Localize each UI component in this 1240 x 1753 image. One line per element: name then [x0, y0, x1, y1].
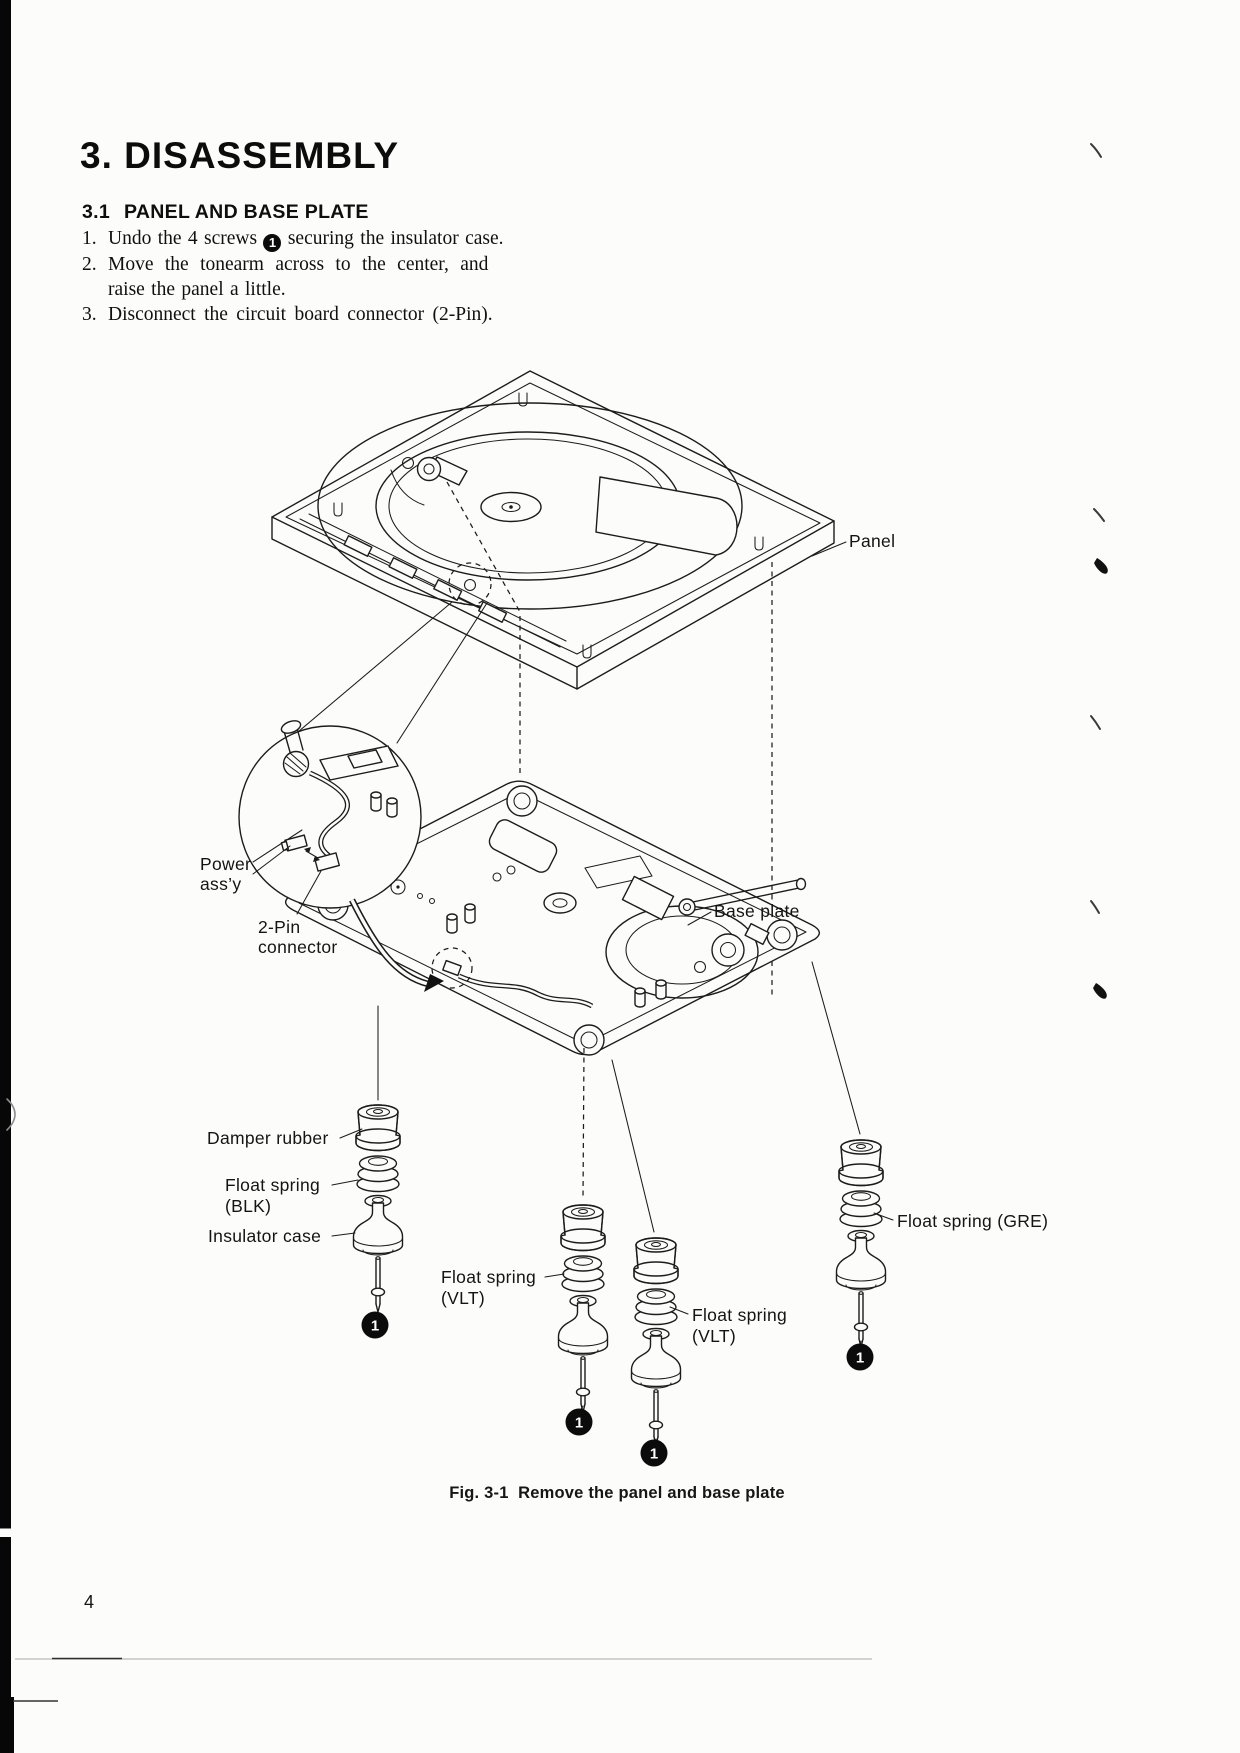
svg-text:1: 1	[574, 1414, 584, 1432]
svg-text:connector: connector	[258, 937, 338, 957]
insulator-stack-right	[837, 1140, 886, 1347]
screw-marker-3	[641, 1439, 668, 1467]
step-number: 1.	[82, 228, 97, 249]
page-number: 4	[84, 1592, 95, 1612]
screw-marker-4	[847, 1341, 874, 1371]
binding-bar	[0, 0, 14, 1753]
label-float-spring-vlt-2: Float spring	[692, 1305, 788, 1325]
svg-text:(VLT): (VLT)	[441, 1288, 485, 1308]
label-float-spring-vlt-1: Float spring	[441, 1267, 537, 1287]
screw-marker-2	[566, 1406, 593, 1436]
svg-text:(BLK): (BLK)	[225, 1196, 272, 1216]
screw-marker-inline: 1	[263, 234, 281, 252]
insulator-stack-middle-2	[632, 1238, 681, 1445]
svg-text:1: 1	[649, 1445, 659, 1463]
step-number: 2.	[82, 253, 97, 275]
svg-text:1: 1	[855, 1349, 865, 1367]
label-panel: Panel	[849, 531, 896, 551]
platter-cutout	[596, 477, 737, 555]
label-power-assy: Power	[200, 854, 252, 874]
label-insulator-case: Insulator case	[208, 1226, 322, 1246]
svg-text:1: 1	[370, 1317, 380, 1335]
label-damper-rubber: Damper rubber	[207, 1128, 329, 1148]
label-base-plate: Base plate	[714, 901, 800, 921]
step-text: Move the tonearm across to the center, and	[108, 253, 489, 275]
insulator-stack-middle-1	[559, 1205, 608, 1412]
label-2-pin-connector: 2-Pin	[258, 917, 301, 937]
tonearm-rest	[391, 457, 467, 505]
label-float-spring-blk: Float spring	[225, 1175, 321, 1195]
screw-marker-1	[362, 1312, 389, 1339]
label-float-spring-gre: Float spring (GRE)	[897, 1211, 1049, 1231]
step-text: Undo the 4 screws 1 securing the insulator case.	[108, 228, 504, 250]
panel-drawing	[272, 371, 834, 689]
detail-callout-circle	[449, 563, 491, 605]
figure-caption: Fig. 3-1 Remove the panel and base plate	[449, 1484, 785, 1502]
svg-text:(VLT): (VLT)	[692, 1326, 736, 1346]
section-title: 3. DISASSEMBLY	[80, 135, 399, 176]
step-text: Disconnect the circuit board connector (2-Pin).	[108, 304, 493, 326]
subsection-title: 3.1 PANEL AND BASE PLATE	[82, 201, 369, 223]
step-text: raise the panel a little.	[108, 278, 286, 300]
svg-text:ass’y: ass’y	[200, 874, 242, 894]
insulator-stack-left	[354, 1105, 403, 1312]
step-number: 3.	[82, 304, 97, 326]
